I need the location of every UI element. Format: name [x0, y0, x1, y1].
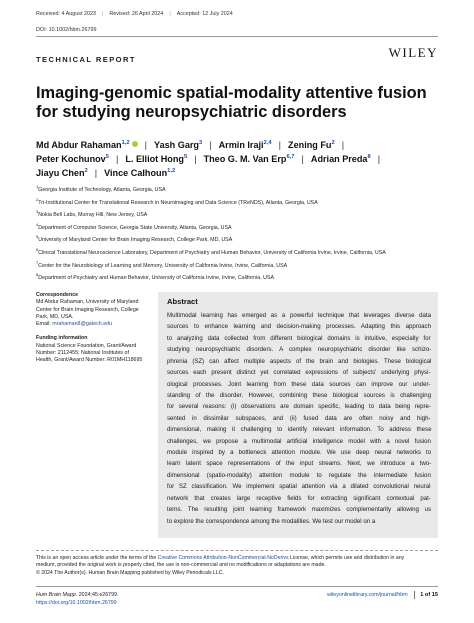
affiliation-item [36, 222, 446, 235]
author-name: Jiayu Chen [36, 168, 85, 178]
affiliation-text: Center for the Neurobiology of Learning and Memory, University of California Irvine, Irvine, California, USA [38, 262, 288, 269]
affiliation-item [36, 197, 446, 210]
affiliation-number: 3 [36, 209, 39, 215]
footer-divider [36, 586, 438, 587]
affiliation-number: 5 [36, 234, 39, 240]
correspondence-email-row [36, 321, 146, 328]
author-affiliation-marker[interactable]: 1,2 [167, 167, 176, 174]
abstract-line: to explore the correspondence among the modalities. We test our model on a [167, 517, 376, 525]
author-name: Armin Iraji [218, 140, 264, 150]
correspondence-heading: Correspondence [36, 292, 79, 298]
author-affiliation-marker[interactable]: 8 [367, 153, 371, 160]
author-separator: | [377, 154, 381, 164]
footer-right [327, 591, 438, 599]
history-separator: | [169, 11, 171, 17]
abstract-line: Multimodal learning has emerged as a powerful technique that leverages diverse data [167, 312, 432, 319]
correspondence-line: Center for Brain Imaging Research, College [36, 306, 139, 313]
funding-line: Number: 2112455; National Institutes of [36, 350, 129, 357]
author-affiliation-marker[interactable]: 2,4 [263, 139, 272, 146]
orcid-icon[interactable] [132, 141, 138, 147]
author-name: Zening Fu [288, 140, 332, 150]
funding-line: National Science Foundation, Grant/Award [36, 342, 137, 349]
affiliation-text: Tri-Institutional Center for Translational Research in Neuroimaging and Data Science (TReNDS), Atlanta, Georgia, USA [38, 199, 318, 206]
affiliation-item [36, 247, 446, 260]
affiliation-text: Clinical Translational Neuroscience Laboratory, Department of Psychiatry and Human Behavior, University of California Irvine, Irvine, California, USA [38, 249, 386, 256]
author-affiliation-marker[interactable]: 1,2 [121, 139, 130, 146]
affiliation-item [36, 209, 446, 222]
abstract-line: sented in dissimilar subspaces, and (ii) fused data are often noisy and high- [167, 414, 431, 422]
author-affiliation-marker[interactable]: 5 [105, 153, 109, 160]
affiliation-number: 8 [36, 272, 39, 278]
sidebar-info [36, 292, 146, 365]
funding-line: Health, Grant/Award Number: R01MH118695 [36, 357, 143, 364]
affiliation-number: 2 [36, 196, 39, 202]
affiliation-item [36, 184, 446, 197]
license-text: medium, provided the original work is properly cited, the use is non-commercial and no modifications or adaptations are made. [36, 562, 326, 569]
author-affiliation-marker[interactable]: 2 [331, 139, 335, 146]
abstract-line: to analyzing data collected from different biological domains is intuitive, especially for [167, 334, 431, 342]
license-text: This is an open access article under the terms of the [36, 555, 157, 561]
correspondence-line: Park, MD, USA. [36, 313, 74, 320]
affiliation-text: Department of Psychiatry and Human Behavior, University of California Irvine, Irvine, California, USA [38, 275, 275, 282]
author-separator: | [278, 140, 282, 150]
abstract-line: for several reasons: (i) observations are domain specific, leading to data being repre- [167, 403, 431, 411]
email-label: Email: [36, 321, 51, 328]
header-divider [36, 36, 438, 37]
abstract-line: challenges, we propose a multimodal artificial intelligence model with a novel fusion [167, 437, 431, 445]
copyright-line: © 2024 The Author(s). Human Brain Mapping published by Wiley Periodicals LLC. [36, 569, 224, 576]
abstract-line: learn latent space representations of the input streams. Next, we introduce a two- [167, 460, 432, 468]
email-link[interactable]: mrahaman8@gatech.edu [52, 321, 113, 328]
author-name: Yash Garg [154, 140, 199, 150]
affiliation-number: 1 [36, 184, 39, 190]
abstract-line: ological processes. Joint learning from these data sources can improve our under- [167, 380, 431, 388]
abstract-line: dimensional, making it challenging to identify relevant information. To address these [167, 426, 432, 434]
author-name: Vince Calhoun [104, 168, 168, 178]
author-affiliation-marker[interactable]: 5 [183, 153, 188, 160]
doi-link[interactable]: https://doi.org/10.1002/hbm.26799 [36, 600, 117, 607]
received-date: Received: 4 August 2023 [36, 11, 96, 17]
abstract-body [167, 310, 431, 527]
author-name: Adrian Preda [310, 154, 368, 164]
journal-reference [36, 591, 118, 608]
author-name: L. Elliot Hong [125, 154, 184, 164]
abstract-heading: Abstract [167, 297, 198, 306]
author-affiliation-marker[interactable]: 6,7 [286, 153, 295, 160]
footer-separator [414, 591, 415, 599]
author-separator: | [194, 154, 197, 164]
author-name: Md Abdur Rahaman [36, 140, 122, 150]
author-separator: | [209, 140, 212, 150]
abstract-box [158, 292, 438, 538]
page-number: 1 of 15 [420, 592, 438, 598]
license-text: License, which permits use and distribution in any [290, 555, 405, 561]
abstract-line: sources to enhance learning and decision-making processes. Adapting this approach [167, 323, 431, 331]
revised-date: Revised: 26 April 2024 [109, 11, 164, 17]
author-separator: | [301, 154, 304, 164]
affiliation-text: Department of Computer Science, Georgia State University, Atlanta, Georgia, USA [38, 224, 232, 231]
affiliation-number: 6 [36, 247, 39, 253]
funding-heading: Funding information [36, 335, 88, 342]
affiliation-item [36, 260, 446, 273]
abstract-line: dimensional (spatio-modality) attention module to regulate the intermediate fusion [167, 471, 431, 479]
affiliation-item [36, 234, 446, 247]
abstract-line: network that creates large receptive fields for extracting significant contextual pat- [167, 494, 431, 502]
author-name: Theo G. M. Van Erp [203, 154, 287, 164]
affiliation-text: Nokia Bell Labs, Murray Hill, New Jersey, USA [38, 212, 148, 219]
history-separator: | [101, 11, 104, 17]
abstract-line: standing of the disorder. However, combining these biological sources is challenging [167, 391, 431, 399]
author-name: Peter Kochunov [36, 154, 106, 164]
cc-license-link[interactable]: Creative Commons Attribution-NonCommercial-NoDerivs [157, 555, 289, 561]
license-divider [36, 550, 438, 551]
license-notice [36, 555, 441, 577]
affiliation-number: 7 [36, 259, 39, 265]
author-affiliation-marker[interactable]: 3 [199, 139, 203, 146]
journal-name: Hum Brain Mapp. [36, 592, 78, 598]
affiliation-item [36, 272, 446, 285]
author-affiliation-marker[interactable]: 2 [84, 167, 88, 174]
journal-volume: 2024;45:e26799. [78, 592, 119, 598]
correspondence-line: Md Abdur Rahaman, University of Maryland [36, 299, 139, 306]
section-label: TECHNICAL REPORT [36, 55, 136, 64]
abstract-line: studying neuropsychiatric disorders. A complex neuropsychiatric disorder like schizo- [167, 346, 432, 354]
publisher-logo[interactable]: WILEY [388, 45, 438, 60]
accepted-date: Accepted: 12 July 2024 [176, 11, 233, 17]
doi[interactable]: DOI: 10.1002/hbm.26799 [36, 27, 97, 33]
author-separator: | [144, 140, 147, 150]
author-list [36, 138, 436, 180]
affiliation-text: Georgia Institute of Technology, Atlanta, Georgia, USA [38, 187, 166, 193]
abstract-line: sources each present distinct yet correlated expressions of subjects' underlying physi- [167, 369, 431, 377]
abstract-line: module inspired by a bottleneck attention module. We use deep neural networks to [167, 449, 432, 457]
author-separator: | [115, 154, 119, 164]
abstract-line: terns. The resulting joint learning framework maximizes complementarity allowing us [167, 506, 432, 514]
affiliation-list [36, 184, 446, 285]
journal-site-link[interactable]: wileyonlinelibrary.com/journal/hbm [327, 592, 408, 598]
article-history [36, 11, 438, 17]
author-separator: | [341, 140, 345, 150]
abstract-line: phrenia (SZ) can affect multiple aspects of the brain and biologies. These biological [167, 357, 432, 365]
author-separator: | [94, 168, 98, 178]
abstract-line: for SZ classification. We implement spatial attention via a dilated convolutional neural [167, 483, 431, 491]
article-title: Imaging-genomic spatial-modality attentive fusion for studying neuropsychiatric disorders [36, 84, 427, 121]
affiliation-number: 4 [36, 222, 39, 228]
affiliation-text: University of Maryland Center for Brain Imaging Research, College Park, MD, USA [38, 237, 233, 244]
